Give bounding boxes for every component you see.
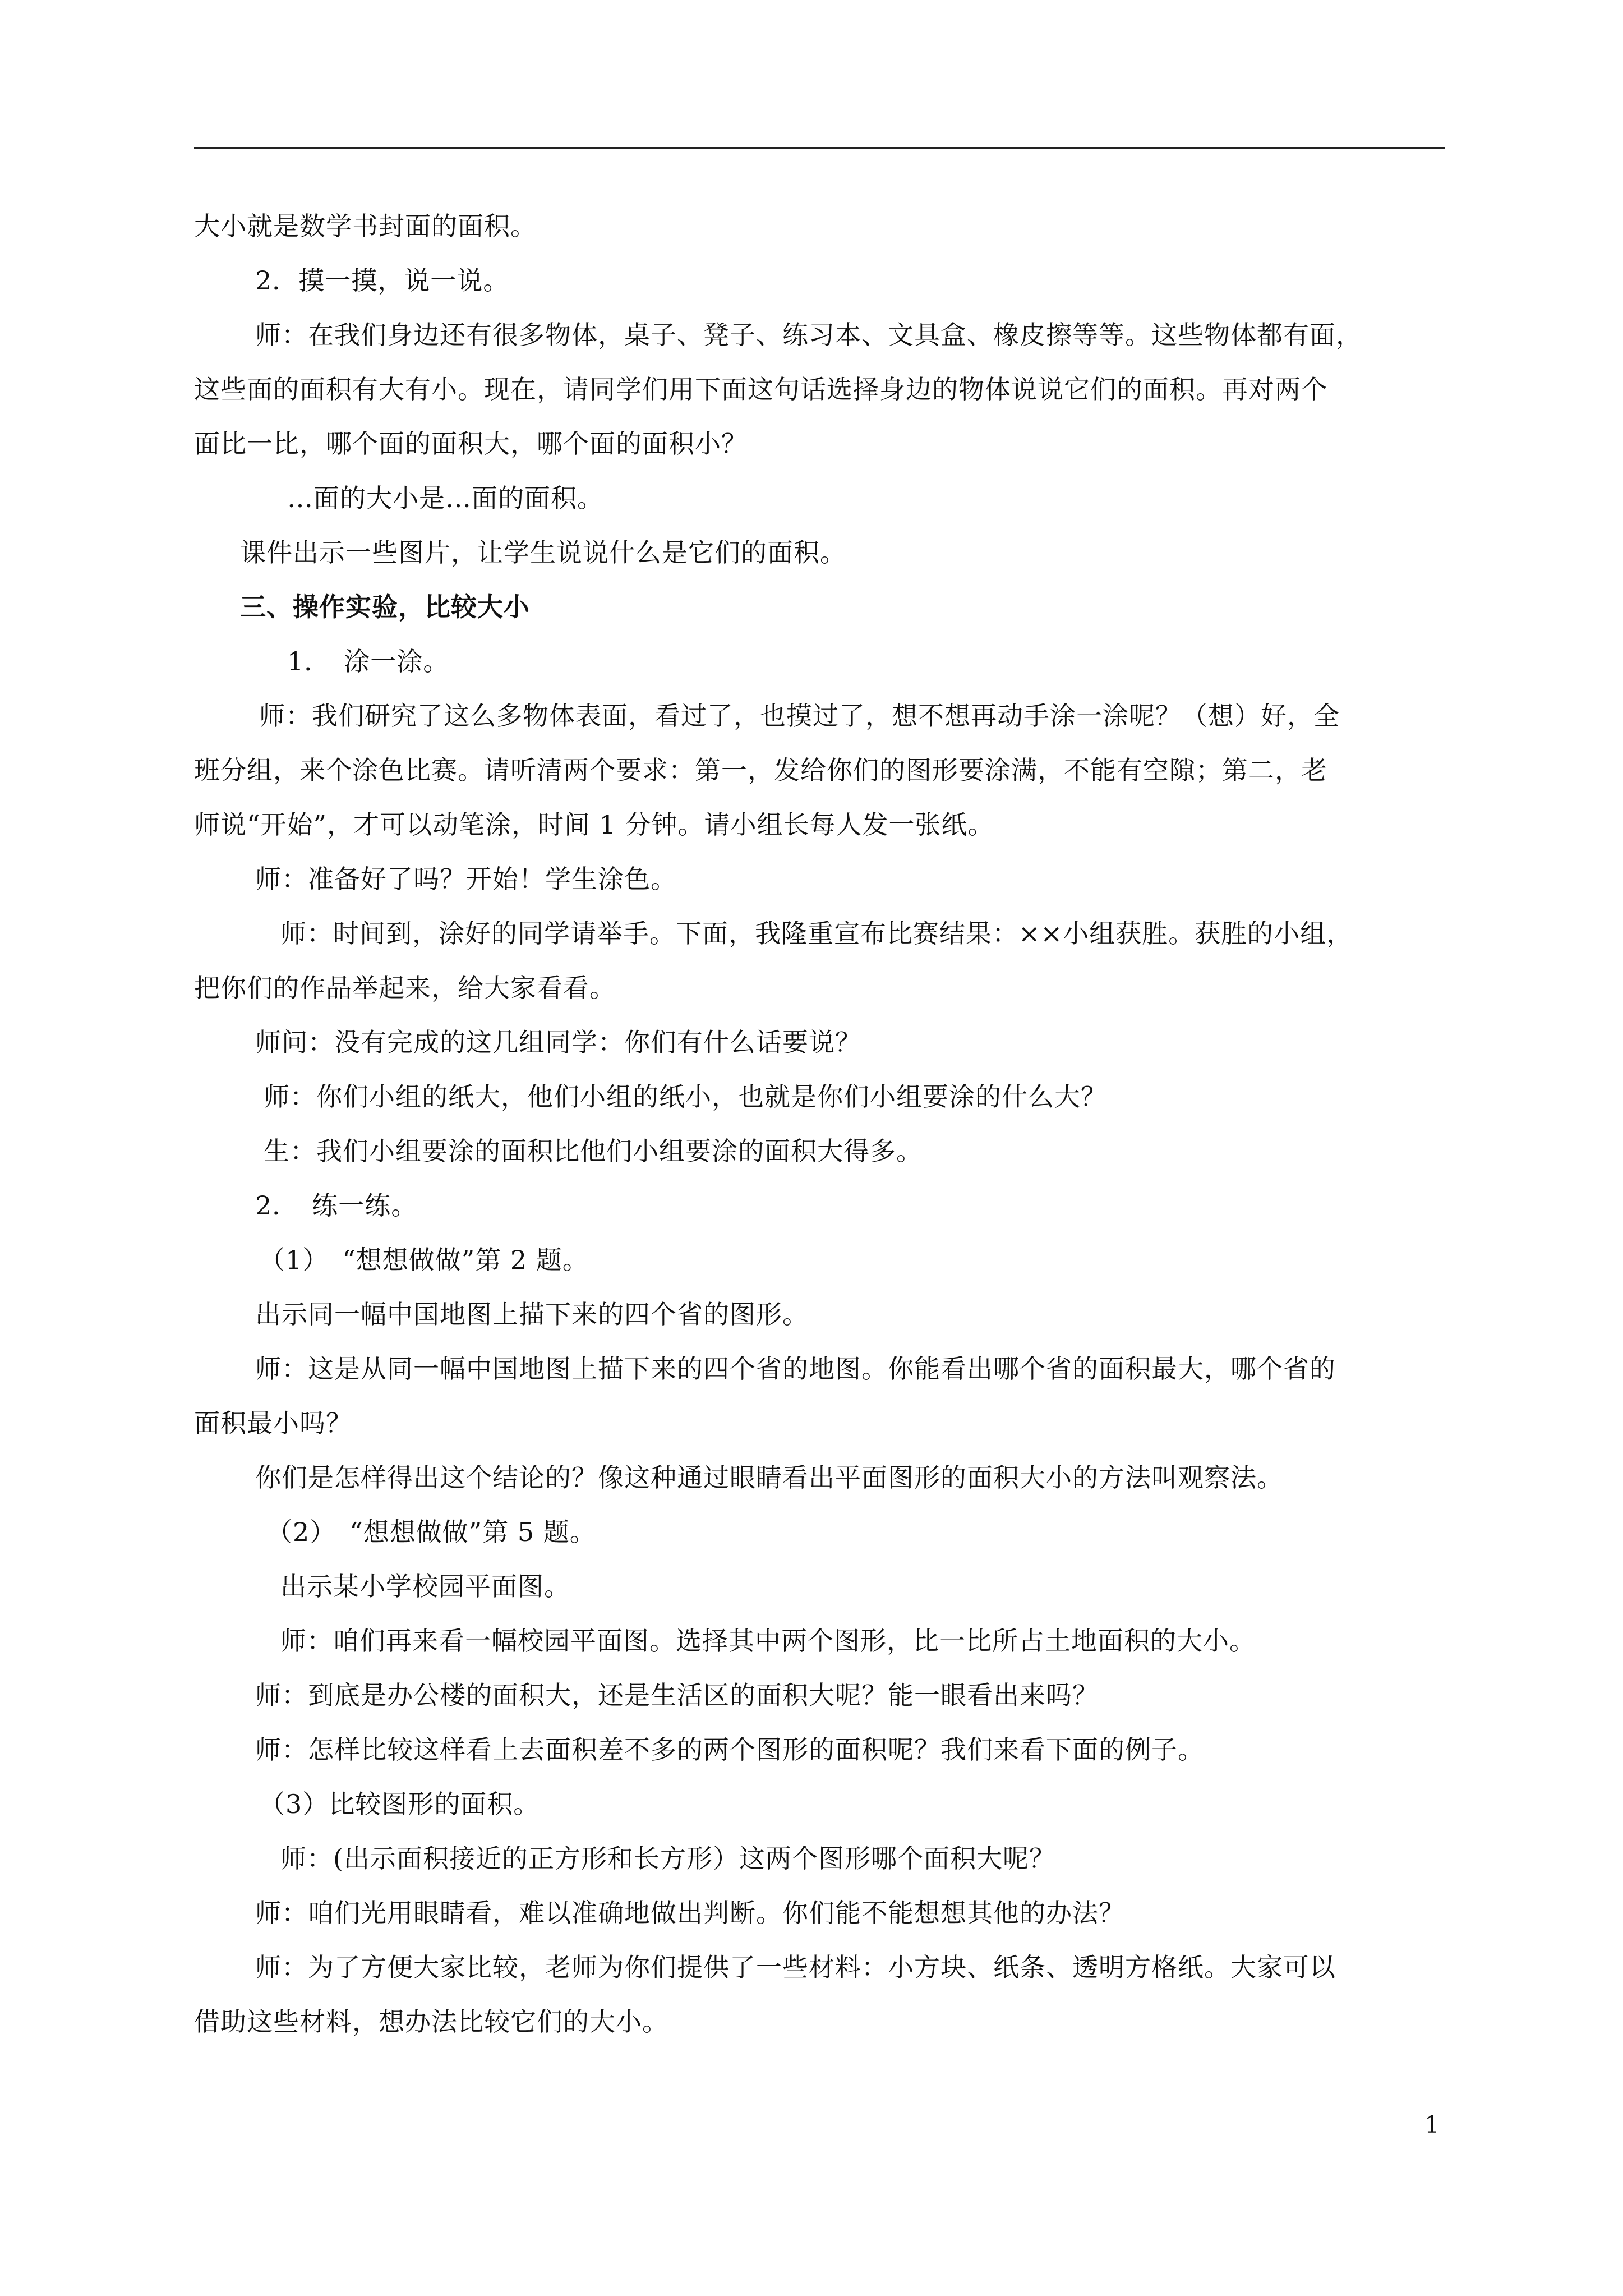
text-line: （2） “想想做做”第 5 题。 bbox=[266, 1517, 596, 1547]
text-line: 师：在我们身边还有很多物体，桌子、凳子、练习本、文具盒、橡皮擦等等。这些物体都有面， bbox=[255, 320, 1362, 350]
text-line: 师：咱们光用眼睛看，难以准确地做出判断。你们能不能想想其他的办法？ bbox=[255, 1898, 1125, 1928]
text-line: …面的大小是…面的面积。 bbox=[287, 483, 603, 513]
text-line: 出示某小学校园平面图。 bbox=[280, 1571, 570, 1602]
text-line: 师：(出示面积接近的正方形和长方形）这两个图形哪个面积大呢？ bbox=[280, 1843, 1055, 1874]
text-line: 班分组，来个涂色比赛。请听清两个要求：第一，发给你们的图形要涂满，不能有空隙；第二，老 bbox=[194, 755, 1327, 785]
text-line: 师：怎样比较这样看上去面积差不多的两个图形的面积呢？我们来看下面的例子。 bbox=[255, 1734, 1204, 1765]
text-line: 师：这是从同一幅中国地图上描下来的四个省的地图。你能看出哪个省的面积最大，哪个省的 bbox=[255, 1354, 1336, 1384]
text-line: 1． 涂一涂。 bbox=[287, 646, 450, 677]
text-line: 出示同一幅中国地图上描下来的四个省的图形。 bbox=[255, 1299, 809, 1329]
text-line: 师：准备好了吗？开始！学生涂色。 bbox=[255, 864, 677, 894]
text-line: 2． 练一练。 bbox=[255, 1190, 418, 1221]
text-line: 借助这些材料，想办法比较它们的大小。 bbox=[194, 2007, 668, 2037]
text-line: 师：你们小组的纸大，他们小组的纸小，也就是你们小组要涂的什么大？ bbox=[264, 1082, 1107, 1112]
text-line: 把你们的作品举起来，给大家看看。 bbox=[194, 973, 616, 1003]
header-rule bbox=[194, 147, 1445, 149]
text-line: 生：我们小组要涂的面积比他们小组要涂的面积大得多。 bbox=[264, 1136, 923, 1166]
text-line: 你们是怎样得出这个结论的？像这种通过眼睛看出平面图形的面积大小的方法叫观察法。 bbox=[255, 1462, 1283, 1493]
text-line: 师问：没有完成的这几组同学：你们有什么话要说？ bbox=[255, 1027, 861, 1057]
text-line: 师说“开始”，才可以动笔涂，时间 1 分钟。请小组长每人发一张纸。 bbox=[194, 809, 994, 840]
text-line: （3）比较图形的面积。 bbox=[259, 1789, 540, 1819]
text-line: 面积最小吗？ bbox=[194, 1408, 352, 1438]
page-number: 1 bbox=[1424, 2111, 1440, 2138]
text-line: 师：时间到，涂好的同学请举手。下面，我隆重宣布比赛结果：××小组获胜。获胜的小组， bbox=[280, 918, 1353, 949]
text-line: 师：到底是办公楼的面积大，还是生活区的面积大呢？能一眼看出来吗？ bbox=[255, 1680, 1099, 1710]
text-line: 师：我们研究了这么多物体表面，看过了，也摸过了，想不想再动手涂一涂呢？（想）好，全 bbox=[259, 701, 1340, 731]
text-line: 这些面的面积有大有小。现在，请同学们用下面这句话选择身边的物体说说它们的面积。再对两个 bbox=[194, 374, 1327, 404]
text-line: （1） “想想做做”第 2 题。 bbox=[259, 1245, 589, 1275]
text-line: 面比一比，哪个面的面积大，哪个面的面积小？ bbox=[194, 429, 748, 459]
text-line: 师：为了方便大家比较，老师为你们提供了一些材料：小方块、纸条、透明方格纸。大家可以 bbox=[255, 1952, 1336, 1982]
text-line: 2．摸一摸，说一说。 bbox=[255, 265, 510, 296]
section-heading: 三、操作实验，比较大小 bbox=[240, 592, 530, 622]
text-line: 大小就是数学书封面的面积。 bbox=[194, 211, 537, 241]
text-line: 师：咱们再来看一幅校园平面图。选择其中两个图形，比一比所占土地面积的大小。 bbox=[280, 1626, 1256, 1656]
text-line: 课件出示一些图片，让学生说说什么是它们的面积。 bbox=[240, 537, 846, 568]
